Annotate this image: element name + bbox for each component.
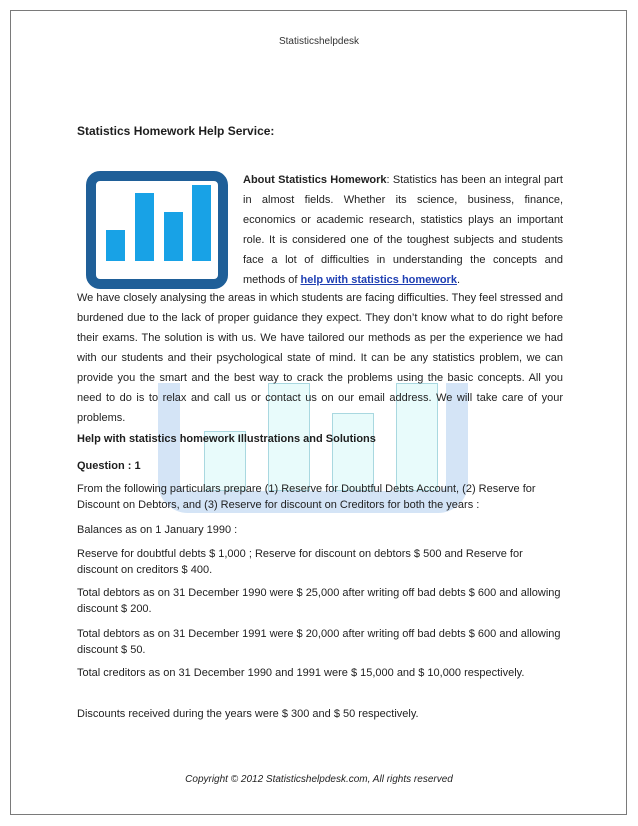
intro-paragraph: We have closely analysing the areas in which students are facing difficulties. They feel stressed and burdened due to the lack of proper guidance they expect. They don’t know what to do right before their exams. The solution is with us. We have tailored our methods as per the experience we had with our students and their psychological state of mind. It can be any statistics problem, we can provide you the smart and the best way to crack the problems using the basic concepts. All you need to do is to relax and call us or contact us on our email address. We will take care of your problems. bbox=[77, 292, 563, 424]
logo-bar bbox=[164, 212, 183, 261]
help-with-statistics-homework-link[interactable]: help with statistics homework bbox=[300, 274, 457, 286]
about-text: : Statistics has been an integral part in almost fields. Whether its science, business, finance, economics or academic research, statistics plays an important role. It is considered one of the toughest subjects and students face a lot of difficulties in understanding the concepts and methods of bbox=[243, 174, 563, 286]
logo-bar bbox=[192, 185, 211, 261]
question-line: Reserve for doubtful debts $ 1,000 ; Reserve for discount on debtors $ 500 and Reserve for discount on creditors $ 400. bbox=[77, 548, 523, 576]
page-title: Statistics Homework Help Service: bbox=[77, 124, 275, 138]
about-paragraph bbox=[243, 170, 563, 290]
logo-bar bbox=[106, 230, 125, 261]
logo-bar bbox=[135, 193, 154, 261]
question-line: Discounts received during the years were $ 300 and $ 50 respectively. bbox=[77, 708, 419, 720]
bar-chart-icon bbox=[86, 171, 228, 289]
question-line: Total debtors as on 31 December 1991 were $ 20,000 after writing off bad debts $ 600 and allowing discount $ 50. bbox=[77, 628, 561, 656]
section-heading: Help with statistics homework Illustrations and Solutions bbox=[77, 433, 376, 445]
question-line: From the following particulars prepare (1) Reserve for Doubtful Debts Account, (2) Reserve for Discount on Debtors, and (3) Reserve for discount on Creditors for both the years : bbox=[77, 483, 536, 511]
page-header: Statisticshelpdesk bbox=[278, 36, 360, 47]
question-label: Question : 1 bbox=[77, 460, 141, 472]
question-line: Total debtors as on 31 December 1990 were $ 25,000 after writing off bad debts $ 600 and allowing discount $ 200. bbox=[77, 587, 561, 615]
question-line: Total creditors as on 31 December 1990 and 1991 were $ 15,000 and $ 10,000 respectively. bbox=[77, 667, 525, 679]
about-end: . bbox=[456, 274, 461, 286]
question-line: Balances as on 1 January 1990 : bbox=[77, 524, 238, 536]
about-lead: About Statistics Homework bbox=[243, 174, 387, 186]
page-footer: Copyright © 2012 Statisticshelpdesk.com, All rights reserved bbox=[185, 774, 453, 785]
